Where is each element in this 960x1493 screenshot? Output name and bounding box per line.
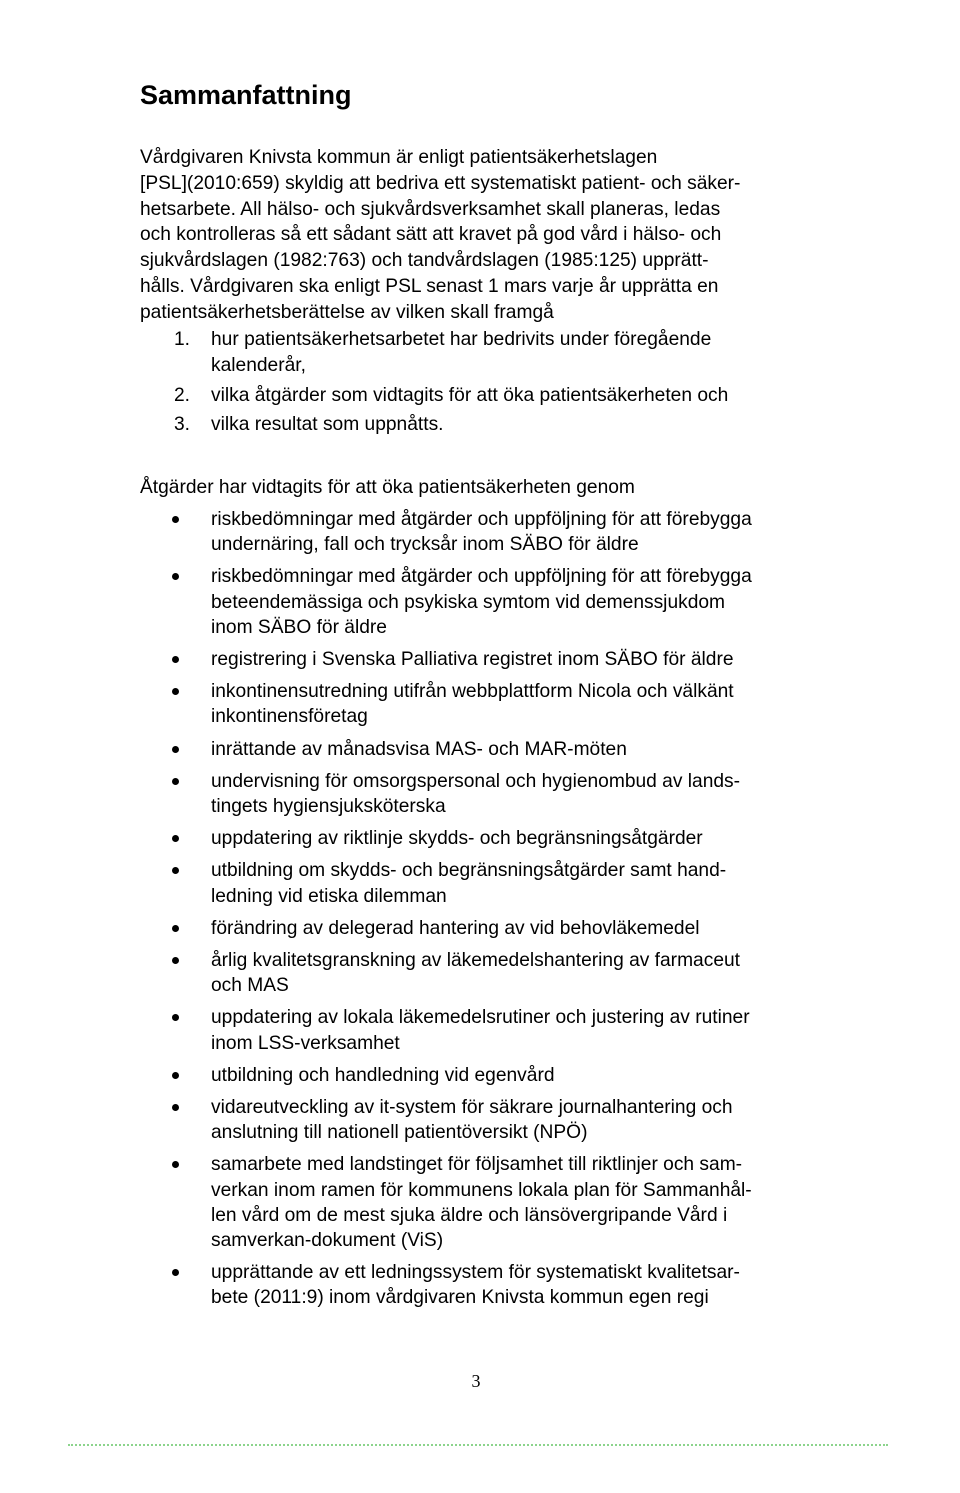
bullet-text [211,564,860,640]
bullet-line: samverkan-dokument (ViS) [211,1230,444,1252]
item-text [211,412,860,438]
numbered-item [140,383,860,409]
bullet-line: riskbedömningar med åtgärder och uppföljning för att förebygga [211,566,752,588]
bullet-line: verkan inom ramen för kommunens lokala plan för Sammanhål- [211,1179,752,1201]
bullet-line: undervisning för omsorgspersonal och hygienombud av lands- [211,770,741,792]
bullet-item [140,507,860,557]
bullet-dot-icon [172,1269,179,1276]
page-title: Sammanfattning [140,80,352,110]
item-line: vilka åtgärder som vidtagits för att öka patientsäkerheten och [211,384,729,406]
bullet-line: beteendemässiga och psykiska symtom vid demenssjukdom [211,591,726,613]
bullet-intro: Åtgärder har vidtagits för att öka patientsäkerheten genom [140,477,635,498]
intro-line: [PSL](2010:659) skyldig att bedriva ett systematiskt patient- och säker- [140,172,741,194]
bullet-line: ledning vid etiska dilemman [211,885,447,907]
bullet-item [140,916,860,941]
bullet-line: inrättande av månadsvisa MAS- och MAR-möten [211,738,627,760]
bullet-line: inom LSS-verksamhet [211,1032,400,1054]
footer-rule [68,1444,888,1446]
bullet-item [140,647,860,672]
bullet-item [140,858,860,908]
item-text [211,327,860,379]
item-number: 2. [174,384,191,406]
bullet-line: utbildning om skydds- och begränsningsåtgärder samt hand- [211,860,727,882]
bullet-item [140,769,860,819]
bullet-dot-icon [172,1161,179,1168]
bullet-item [140,826,860,851]
bullet-dot-icon [172,778,179,785]
bullet-item [140,1063,860,1088]
item-number: 1. [174,329,191,350]
bullet-line: bete (2011:9) inom vårdgivaren Knivsta kommun egen regi [211,1287,709,1309]
bullet-item [140,679,860,729]
bullet-line: tingets hygiensjuksköterska [211,796,446,818]
bullet-item [140,1095,860,1145]
intro-line: patientsäkerhetsberättelse av vilken skall framgå [140,301,554,323]
bullet-dot-icon [172,867,179,874]
bullet-line: registrering i Svenska Palliativa registret inom SÄBO för äldre [211,649,734,671]
bullet-line: inkontinensutredning utifrån webbplattform Nicola och välkänt [211,681,734,703]
bullet-line: förändring av delegerad hantering av vid behovläkemedel [211,917,700,939]
bullet-dot-icon [172,835,179,842]
bullet-text [211,826,860,851]
bullet-list [140,507,860,1318]
bullet-text [211,916,860,941]
bullet-line: len vård om de mest sjuka äldre och länsövergripande Vård i [211,1204,728,1226]
intro-paragraph [140,145,840,326]
item-number: 3. [174,414,191,436]
bullet-item [140,1005,860,1055]
page-number: 3 [471,1371,481,1391]
bullet-text [211,769,860,819]
bullet-text [211,1260,860,1310]
bullet-dot-icon [172,516,179,523]
bullet-text [211,679,860,729]
bullet-text [211,1095,860,1145]
intro-line: hetsarbete. All hälso- och sjukvårdsverksamhet skall planeras, ledas [140,198,721,220]
bullet-dot-icon [172,573,179,580]
bullet-dot-icon [172,688,179,695]
numbered-item [140,327,860,379]
bullet-dot-icon [172,1104,179,1111]
bullet-line: utbildning och handledning vid egenvård [211,1064,555,1086]
bullet-line: anslutning till nationell patientöversikt (NPÖ) [211,1122,588,1144]
bullet-dot-icon [172,1014,179,1021]
bullet-item [140,1260,860,1310]
bullet-text [211,948,860,998]
bullet-line: samarbete med landstinget för följsamhet till riktlinjer och sam- [211,1154,743,1176]
numbered-list [140,327,860,442]
bullet-text [211,1063,860,1088]
bullet-dot-icon [172,925,179,932]
bullet-line: och MAS [211,975,289,997]
numbered-item [140,412,860,438]
bullet-line: uppdatering av lokala läkemedelsrutiner och justering av rutiner [211,1007,750,1029]
bullet-line: inkontinensföretag [211,706,368,728]
bullet-line: inom SÄBO för äldre [211,616,387,638]
intro-line: sjukvårdslagen (1982:763) och tandvårdslagen (1985:125) upprätt- [140,250,709,272]
bullet-dot-icon [172,1072,179,1079]
bullet-dot-icon [172,656,179,663]
intro-line: Vårdgivaren Knivsta kommun är enligt patientsäkerhetslagen [140,147,658,168]
bullet-text [211,507,860,557]
bullet-dot-icon [172,746,179,753]
bullet-dot-icon [172,957,179,964]
bullet-text [211,1152,860,1253]
bullet-text [211,737,860,762]
bullet-line: årlig kvalitetsgranskning av läkemedelshantering av farmaceut [211,950,740,972]
item-line: kalenderår, [211,354,306,376]
bullet-line: riskbedömningar med åtgärder och uppföljning för att förebygga [211,509,752,530]
item-line: hur patientsäkerhetsarbetet har bedrivits under föregående [211,329,712,350]
bullet-item [140,948,860,998]
bullet-text [211,647,860,672]
intro-line: hålls. Vårdgivaren ska enligt PSL senast 1 mars varje år upprätta en [140,275,719,297]
bullet-item [140,1152,860,1253]
bullet-item [140,564,860,640]
bullet-line: uppdatering av riktlinje skydds- och begränsningsåtgärder [211,828,703,850]
intro-line: och kontrolleras så ett sådant sätt att kravet på god vård i hälso- och [140,224,722,246]
bullet-item [140,737,860,762]
bullet-text [211,1005,860,1055]
bullet-line: vidareutveckling av it-system för säkrare journalhantering och [211,1097,733,1119]
bullet-line: upprättande av ett ledningssystem för systematiskt kvalitetsar- [211,1262,740,1284]
bullet-text [211,858,860,908]
item-line: vilka resultat som uppnåtts. [211,414,444,436]
item-text [211,383,860,409]
bullet-line: undernäring, fall och trycksår inom SÄBO för äldre [211,534,639,556]
